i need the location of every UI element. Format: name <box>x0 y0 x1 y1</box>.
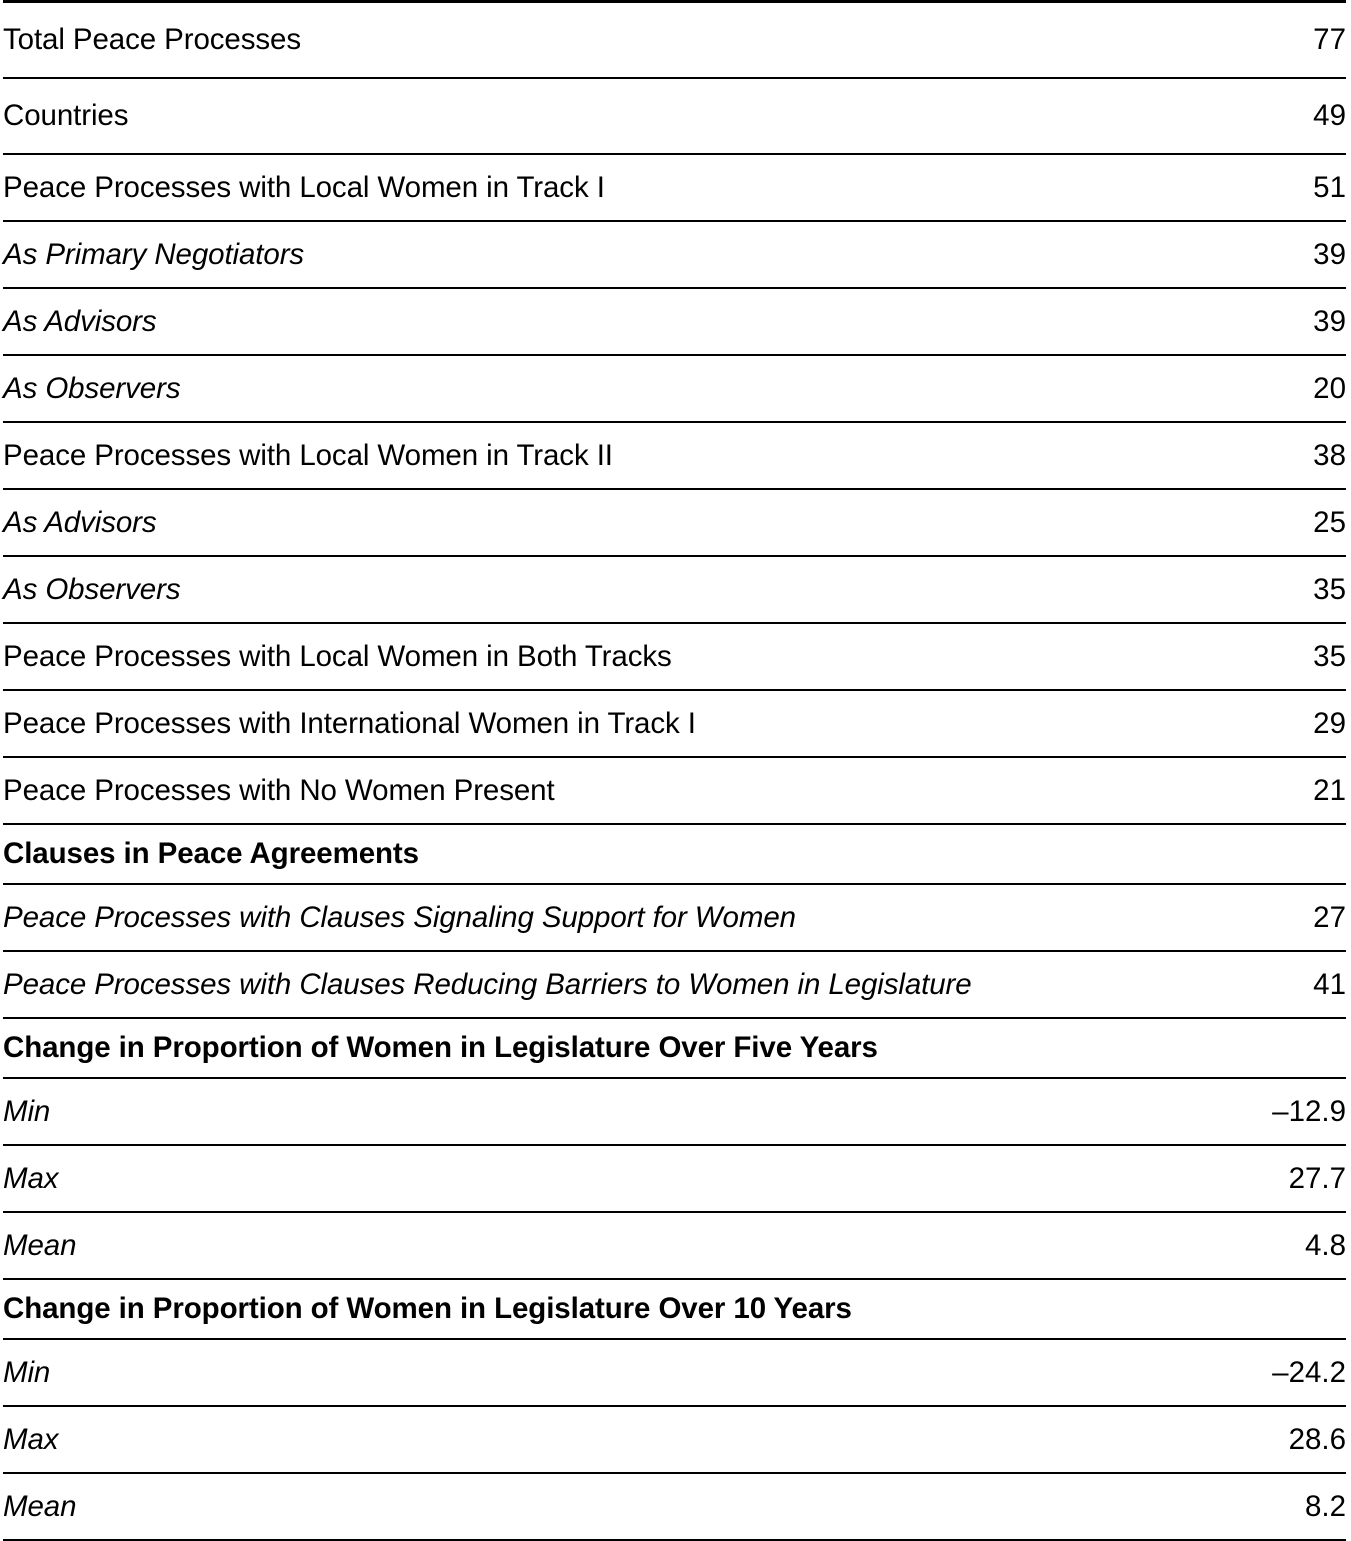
table-row <box>3 288 1346 355</box>
row-value <box>1126 824 1346 884</box>
row-label: Mean <box>3 1228 77 1262</box>
row-label: Peace Processes with Clauses Signaling Support for Women <box>3 900 796 934</box>
table-row <box>3 1406 1346 1473</box>
table-row <box>3 1078 1346 1145</box>
row-value: 4.8 <box>1304 1228 1346 1262</box>
row-value: 25 <box>1313 505 1346 539</box>
table-row <box>3 1212 1346 1279</box>
row-value: –24.2 <box>1272 1355 1346 1389</box>
section-header-label: Change in Proportion of Women in Legislature Over 10 Years <box>3 1292 852 1326</box>
row-label: Peace Processes with Local Women in Both Tracks <box>3 639 672 673</box>
row-value: 77 <box>1313 23 1346 57</box>
row-value: 51 <box>1313 170 1346 204</box>
table-row <box>3 824 1346 884</box>
row-label: As Primary Negotiators <box>3 237 305 271</box>
table-row <box>3 951 1346 1018</box>
row-label: Max <box>3 1422 59 1456</box>
row-value: 8.2 <box>1304 1489 1346 1523</box>
row-value: 20 <box>1313 371 1346 405</box>
row-value: 29 <box>1313 706 1346 740</box>
row-label: As Observers <box>3 371 181 405</box>
table-row <box>3 1339 1346 1406</box>
summary-statistics-table <box>3 0 1346 1541</box>
row-label: Peace Processes with No Women Present <box>3 773 555 807</box>
row-label: As Advisors <box>3 304 157 338</box>
row-value: 38 <box>1313 438 1346 472</box>
row-value: 35 <box>1313 572 1346 606</box>
row-value <box>1126 1279 1346 1339</box>
table-row <box>3 1018 1346 1078</box>
row-label: As Observers <box>3 572 181 606</box>
row-label: Min <box>3 1355 51 1389</box>
row-value: 39 <box>1313 237 1346 271</box>
table-row <box>3 2 1346 79</box>
row-value <box>1126 1018 1346 1078</box>
row-label: Max <box>3 1161 59 1195</box>
row-value: 27.7 <box>1288 1161 1346 1195</box>
row-label: Total Peace Processes <box>3 23 301 57</box>
row-value: 28.6 <box>1288 1422 1346 1456</box>
row-label: Peace Processes with International Women in Track I <box>3 706 696 740</box>
table-row <box>3 489 1346 556</box>
row-label: Mean <box>3 1489 77 1523</box>
row-value: 41 <box>1313 967 1346 1001</box>
table-row <box>3 355 1346 422</box>
table-row <box>3 1145 1346 1212</box>
table-row <box>3 623 1346 690</box>
row-label: Countries <box>3 99 129 133</box>
row-label: Peace Processes with Clauses Reducing Barriers to Women in Legislature <box>3 967 972 1001</box>
row-value: 27 <box>1313 900 1346 934</box>
table-row <box>3 78 1346 154</box>
row-value: 35 <box>1313 639 1346 673</box>
table-row <box>3 556 1346 623</box>
row-value: 21 <box>1313 773 1346 807</box>
table-row <box>3 884 1346 951</box>
row-value: 39 <box>1313 304 1346 338</box>
table-row <box>3 1279 1346 1339</box>
row-label: As Advisors <box>3 505 157 539</box>
row-label: Peace Processes with Local Women in Track II <box>3 438 613 472</box>
section-header-label: Change in Proportion of Women in Legislature Over Five Years <box>3 1031 878 1065</box>
table-row <box>3 154 1346 221</box>
table-body <box>3 2 1346 1541</box>
table-row <box>3 422 1346 489</box>
row-label: Peace Processes with Local Women in Track I <box>3 170 605 204</box>
section-header-label: Clauses in Peace Agreements <box>3 837 419 871</box>
table-row <box>3 690 1346 757</box>
table-row <box>3 757 1346 824</box>
row-label: Min <box>3 1094 51 1128</box>
row-value: 49 <box>1313 99 1346 133</box>
row-value: –12.9 <box>1272 1094 1346 1128</box>
table-row <box>3 221 1346 288</box>
